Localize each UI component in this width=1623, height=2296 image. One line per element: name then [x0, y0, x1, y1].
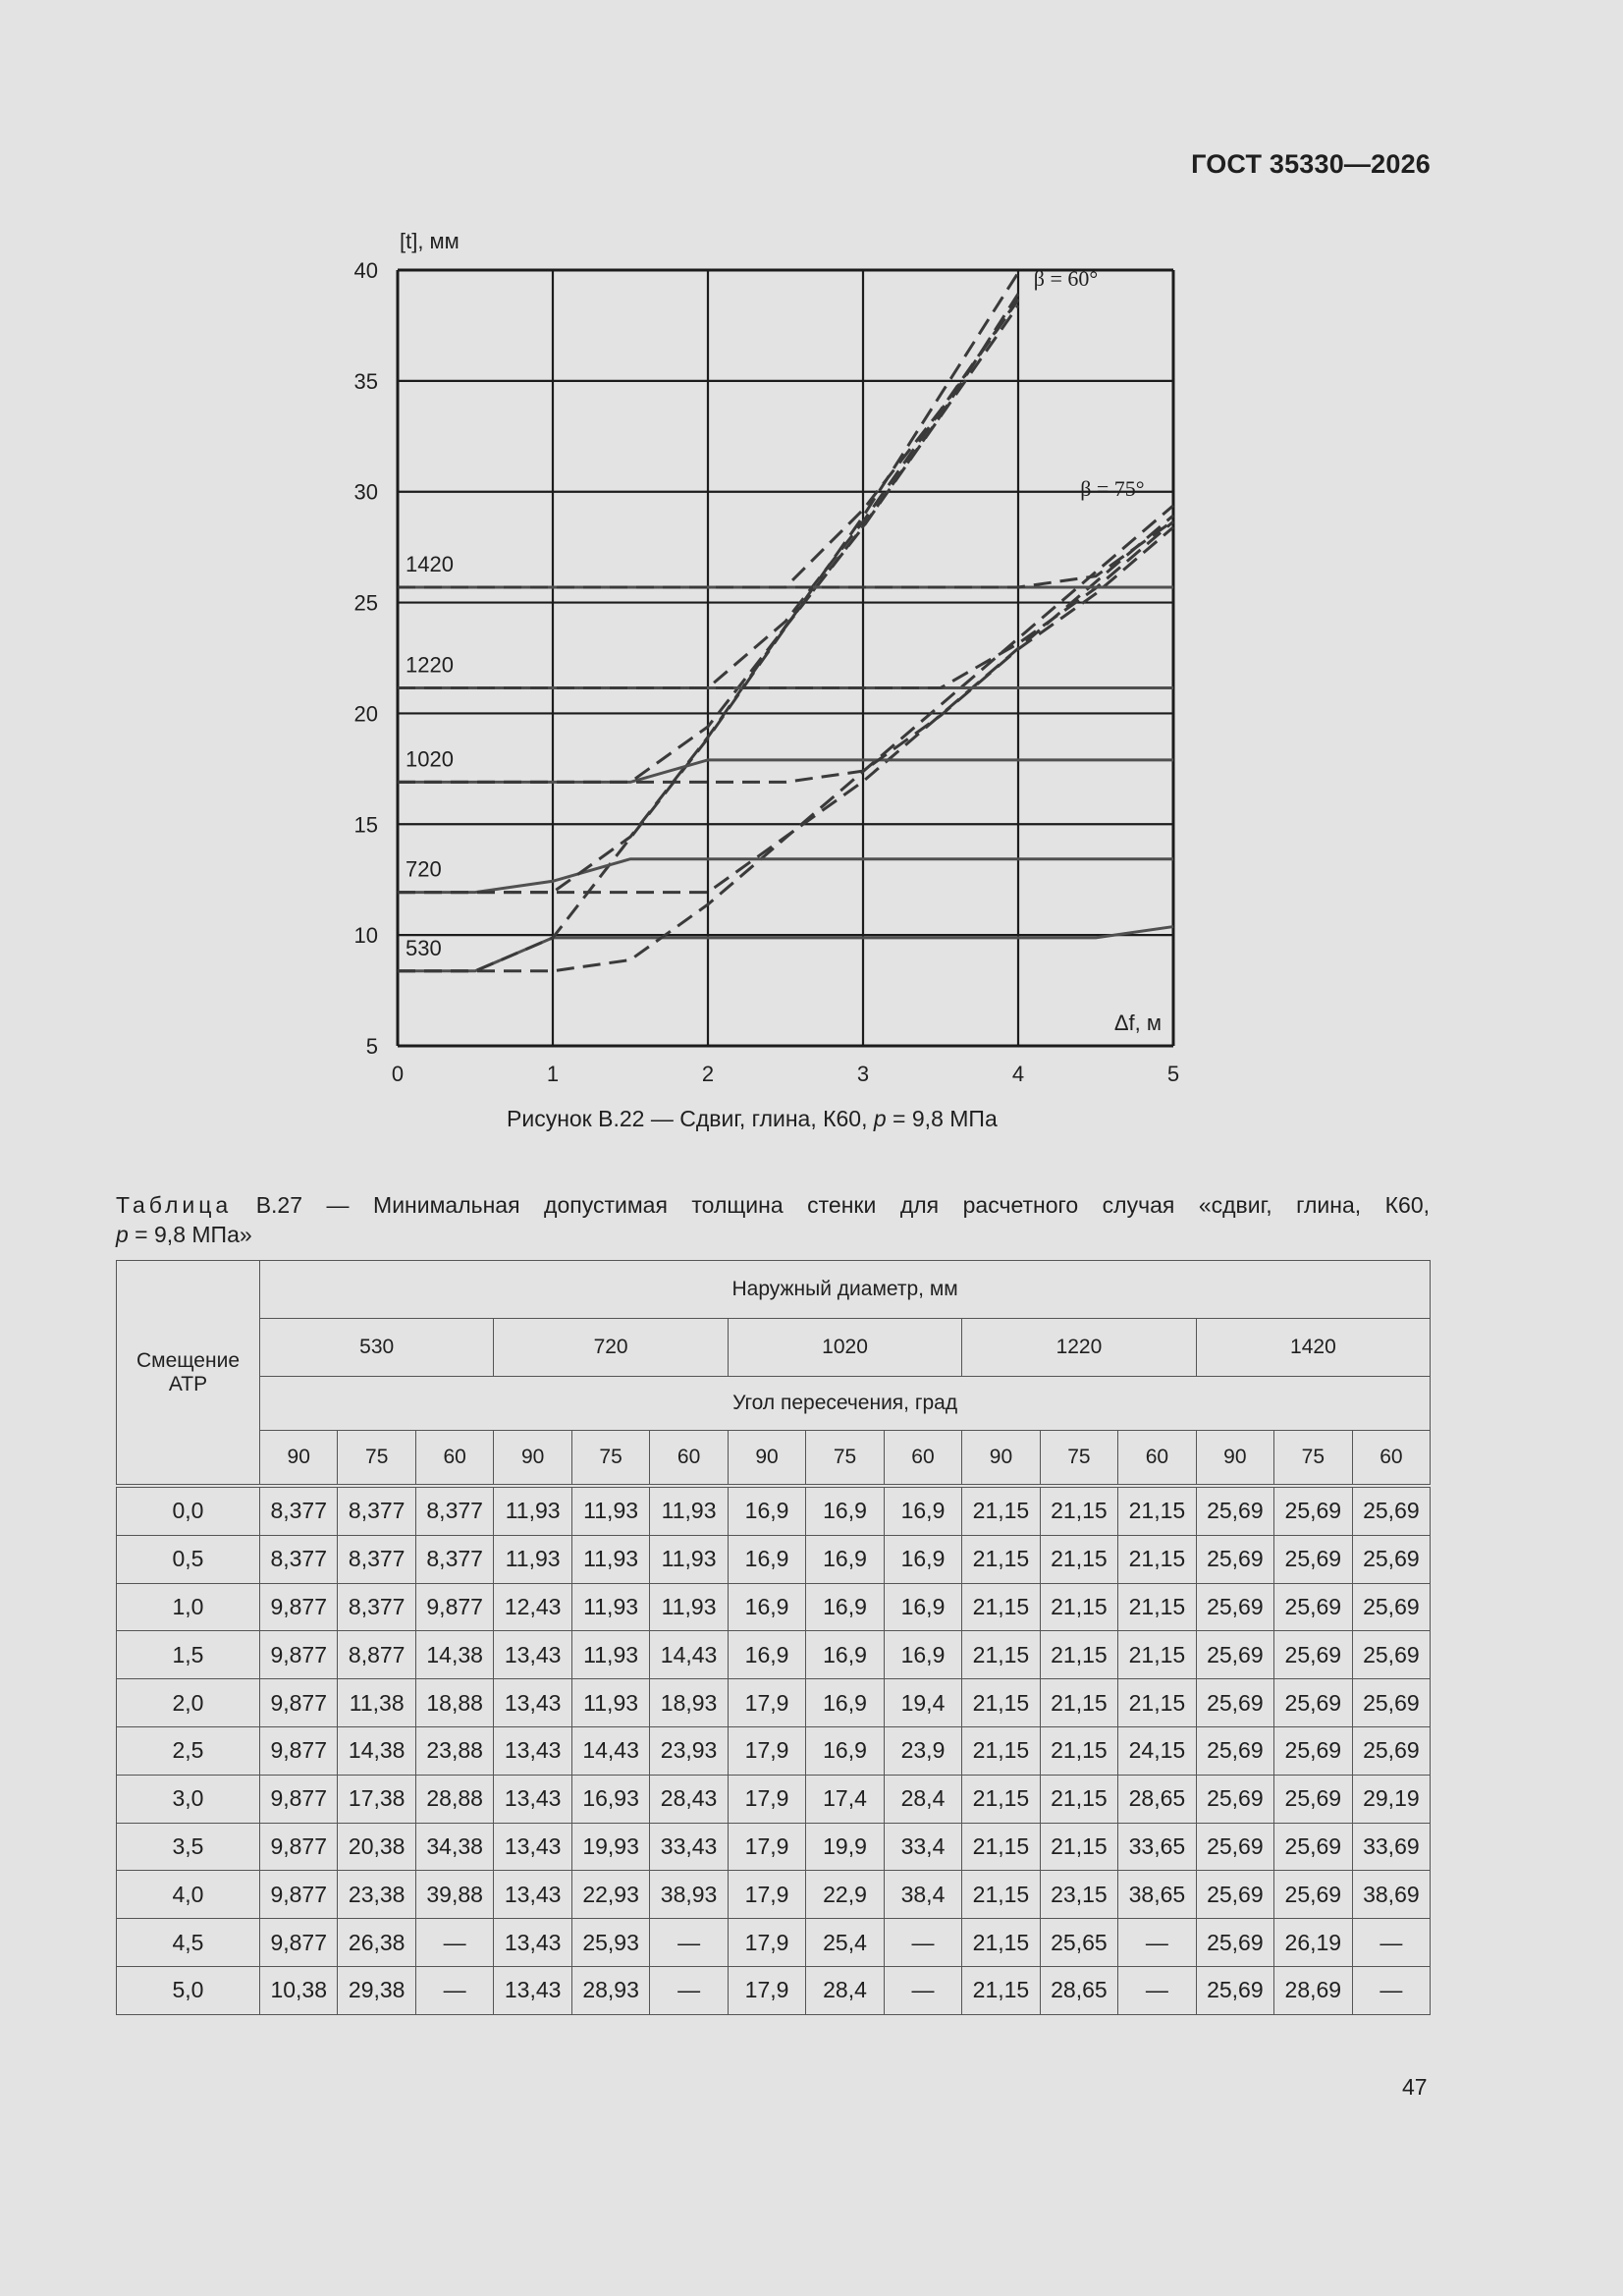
thickness-cell: — [884, 1966, 961, 2014]
thickness-cell: 11,93 [650, 1583, 728, 1631]
thickness-cell: 25,69 [1352, 1486, 1431, 1535]
series-line-dashed [398, 506, 1173, 971]
thickness-cell: 25,69 [1352, 1631, 1431, 1679]
thickness-cell: 25,69 [1196, 1486, 1273, 1535]
thickness-cell: 13,43 [494, 1631, 571, 1679]
thickness-cell: 25,69 [1196, 1535, 1273, 1583]
table-title-rest: В.27 — Минимальная допустимая толщина стенки для расчетного случая «сдвиг, глина, К60, [255, 1192, 1431, 1218]
x-axis-label: Δf, м [1113, 1011, 1162, 1035]
series-label-720: 720 [406, 856, 442, 882]
thickness-cell: — [1352, 1966, 1431, 2014]
thickness-cell: 29,19 [1352, 1775, 1431, 1823]
table-row [117, 1966, 1431, 2014]
thickness-cell: 28,65 [1118, 1775, 1196, 1823]
thickness-cell: 13,43 [494, 1966, 571, 2014]
thickness-cell: 16,9 [806, 1726, 884, 1775]
thickness-cell: 16,9 [806, 1679, 884, 1727]
offset-cell: 2,0 [117, 1679, 260, 1727]
angle-60: 60 [1352, 1431, 1431, 1487]
thickness-cell: 13,43 [494, 1871, 571, 1919]
thickness-cell: — [415, 1966, 493, 2014]
thickness-cell: 21,15 [962, 1631, 1040, 1679]
thickness-cell: 28,88 [415, 1775, 493, 1823]
offset-cell: 1,5 [117, 1631, 260, 1679]
thickness-cell: 23,15 [1040, 1871, 1117, 1919]
thickness-cell: 8,877 [338, 1631, 415, 1679]
figure-chart [324, 216, 1208, 1100]
x-tick-label: 5 [1166, 1062, 1180, 1086]
table-row [117, 1775, 1431, 1823]
thickness-cell: 9,877 [260, 1583, 338, 1631]
y-tick-label: 30 [353, 479, 378, 505]
thickness-cell: 25,69 [1196, 1871, 1273, 1919]
table-row [117, 1486, 1431, 1535]
diameter-1420: 1420 [1196, 1319, 1431, 1377]
thickness-cell: 21,15 [962, 1486, 1040, 1535]
angle-60: 60 [1118, 1431, 1196, 1487]
thickness-cell: 25,69 [1196, 1966, 1273, 2014]
series-label-1220: 1220 [406, 652, 454, 678]
offset-cell: 1,0 [117, 1583, 260, 1631]
angle-90: 90 [728, 1431, 805, 1487]
thickness-cell: 18,93 [650, 1679, 728, 1727]
thickness-cell: 25,69 [1196, 1631, 1273, 1679]
thickness-cell: 19,9 [806, 1823, 884, 1871]
thickness-cell: 17,9 [728, 1823, 805, 1871]
series-line-530 [398, 927, 1173, 971]
thickness-cell: 11,93 [571, 1583, 649, 1631]
thickness-cell: 18,88 [415, 1679, 493, 1727]
thickness-cell: 25,69 [1196, 1679, 1273, 1727]
thickness-cell: 33,43 [650, 1823, 728, 1871]
thickness-cell: 25,69 [1274, 1871, 1352, 1919]
y-tick-label: 10 [353, 923, 378, 949]
thickness-cell: 13,43 [494, 1775, 571, 1823]
thickness-cell: 11,38 [338, 1679, 415, 1727]
thickness-cell: 21,15 [1040, 1486, 1117, 1535]
thickness-cell: 13,43 [494, 1823, 571, 1871]
thickness-cell: 16,9 [884, 1486, 961, 1535]
angle-60: 60 [650, 1431, 728, 1487]
thickness-cell: 25,69 [1274, 1726, 1352, 1775]
angle-header: Угол пересечения, град [260, 1377, 1431, 1431]
thickness-cell: 8,377 [260, 1535, 338, 1583]
thickness-cell: 23,9 [884, 1726, 961, 1775]
thickness-cell: 21,15 [1040, 1535, 1117, 1583]
y-axis-label: [t], мм [400, 229, 460, 253]
offset-cell: 0,5 [117, 1535, 260, 1583]
thickness-cell: 8,377 [338, 1486, 415, 1535]
thickness-cell: 25,69 [1274, 1486, 1352, 1535]
table-row [117, 1919, 1431, 1967]
offset-cell: 4,0 [117, 1871, 260, 1919]
angle-75: 75 [806, 1431, 884, 1487]
thickness-cell: 25,69 [1274, 1823, 1352, 1871]
thickness-cell: 14,43 [571, 1726, 649, 1775]
figure-caption-var: p [873, 1106, 887, 1131]
thickness-cell: — [1118, 1919, 1196, 1967]
thickness-cell: 21,15 [1040, 1631, 1117, 1679]
thickness-cell: 13,43 [494, 1919, 571, 1967]
thickness-cell: 21,15 [1118, 1486, 1196, 1535]
thickness-cell: 25,65 [1040, 1919, 1117, 1967]
thickness-cell: 17,9 [728, 1966, 805, 2014]
thickness-cell: 16,9 [728, 1486, 805, 1535]
thickness-cell: 11,93 [650, 1486, 728, 1535]
thickness-cell: 16,9 [806, 1631, 884, 1679]
thickness-cell: 16,9 [728, 1583, 805, 1631]
thickness-cell: 21,15 [1040, 1775, 1117, 1823]
thickness-cell: 16,9 [728, 1631, 805, 1679]
thickness-cell: 25,69 [1196, 1823, 1273, 1871]
thickness-cell: 11,93 [494, 1486, 571, 1535]
thickness-cell: 17,9 [728, 1679, 805, 1727]
thickness-cell: 19,93 [571, 1823, 649, 1871]
thickness-cell: 19,4 [884, 1679, 961, 1727]
thickness-cell: 25,69 [1274, 1535, 1352, 1583]
series-label-1020: 1020 [406, 746, 454, 772]
angle-90: 90 [260, 1431, 338, 1487]
series-line-dashed [398, 516, 1173, 893]
y-tick-label: 20 [353, 701, 378, 727]
thickness-cell: — [1118, 1966, 1196, 2014]
document-code: ГОСТ 35330—2026 [1191, 149, 1431, 179]
thickness-cell: 8,377 [415, 1535, 493, 1583]
thickness-cell: 21,15 [1040, 1726, 1117, 1775]
thickness-cell: 21,15 [962, 1583, 1040, 1631]
thickness-cell: 11,93 [571, 1486, 649, 1535]
offset-column-header: Смещение АТР [117, 1261, 260, 1487]
angle-75: 75 [1040, 1431, 1117, 1487]
thickness-cell: 16,9 [884, 1535, 961, 1583]
figure-caption [0, 1106, 1623, 1132]
thickness-cell: 17,9 [728, 1871, 805, 1919]
diameter-1020: 1020 [728, 1319, 961, 1377]
thickness-cell: 33,4 [884, 1823, 961, 1871]
diameter-1220: 1220 [962, 1319, 1196, 1377]
thickness-cell: 28,4 [806, 1966, 884, 2014]
thickness-cell: 21,15 [962, 1919, 1040, 1967]
table-title-var: p [116, 1222, 129, 1247]
thickness-cell: 26,19 [1274, 1919, 1352, 1967]
offset-cell: 0,0 [117, 1486, 260, 1535]
thickness-cell: 21,15 [962, 1775, 1040, 1823]
diameter-720: 720 [494, 1319, 728, 1377]
thickness-cell: 38,65 [1118, 1871, 1196, 1919]
thickness-cell: 11,93 [571, 1631, 649, 1679]
y-tick-label: 15 [353, 812, 378, 838]
thickness-cell: 28,93 [571, 1966, 649, 2014]
thickness-cell: 13,43 [494, 1679, 571, 1727]
thickness-cell: 16,9 [806, 1535, 884, 1583]
thickness-cell: 28,65 [1040, 1966, 1117, 2014]
thickness-cell: 38,93 [650, 1871, 728, 1919]
table-title [116, 1190, 1430, 1220]
thickness-cell: 28,43 [650, 1775, 728, 1823]
offset-cell: 3,5 [117, 1823, 260, 1871]
thickness-cell: 38,69 [1352, 1871, 1431, 1919]
thickness-cell: 25,69 [1352, 1535, 1431, 1583]
thickness-cell: 21,15 [962, 1966, 1040, 2014]
thickness-cell: 28,4 [884, 1775, 961, 1823]
thickness-cell: 9,877 [415, 1583, 493, 1631]
series-line-dashed [398, 527, 1173, 783]
thickness-cell: 11,93 [650, 1535, 728, 1583]
thickness-cell: 9,877 [260, 1871, 338, 1919]
thickness-cell: 21,15 [1040, 1823, 1117, 1871]
thickness-cell: 8,377 [415, 1486, 493, 1535]
table-row [117, 1726, 1431, 1775]
table-row [117, 1535, 1431, 1583]
thickness-cell: 16,93 [571, 1775, 649, 1823]
thickness-cell: 34,38 [415, 1823, 493, 1871]
thickness-cell: 33,65 [1118, 1823, 1196, 1871]
thickness-cell: 21,15 [962, 1871, 1040, 1919]
table-title-lead: Таблица [116, 1192, 233, 1218]
angle-90: 90 [962, 1431, 1040, 1487]
thickness-cell: 11,93 [571, 1679, 649, 1727]
thickness-cell: 13,43 [494, 1726, 571, 1775]
thickness-cell: 38,4 [884, 1871, 961, 1919]
series-line-dashed [398, 520, 1173, 587]
thickness-cell: 26,38 [338, 1919, 415, 1967]
series-line-dashed [398, 521, 1173, 687]
thickness-cell: 25,4 [806, 1919, 884, 1967]
thickness-cell: 14,43 [650, 1631, 728, 1679]
thickness-cell: 17,9 [728, 1775, 805, 1823]
thickness-cell: — [1352, 1919, 1431, 1967]
thickness-cell: 17,9 [728, 1919, 805, 1967]
thickness-cell: 17,9 [728, 1726, 805, 1775]
thickness-cell: 9,877 [260, 1631, 338, 1679]
thickness-cell: 11,93 [571, 1535, 649, 1583]
thickness-cell: 12,43 [494, 1583, 571, 1631]
thickness-cell: 23,38 [338, 1871, 415, 1919]
thickness-cell: 21,15 [962, 1823, 1040, 1871]
thickness-cell: 25,69 [1274, 1583, 1352, 1631]
table-row [117, 1823, 1431, 1871]
thickness-cell: 23,88 [415, 1726, 493, 1775]
angle-75: 75 [338, 1431, 415, 1487]
thickness-cell: 8,377 [338, 1535, 415, 1583]
diameter-530: 530 [260, 1319, 494, 1377]
thickness-cell: 10,38 [260, 1966, 338, 2014]
x-tick-label: 1 [546, 1062, 560, 1086]
thickness-cell: 11,93 [494, 1535, 571, 1583]
thickness-cell: 8,377 [260, 1486, 338, 1535]
series-line-1020 [398, 760, 1173, 783]
thickness-cell: 9,877 [260, 1679, 338, 1727]
diameter-header: Наружный диаметр, мм [260, 1261, 1431, 1319]
table-row [117, 1631, 1431, 1679]
thickness-cell: 25,69 [1352, 1679, 1431, 1727]
figure-caption-prefix: Рисунок В.22 — Сдвиг, глина, К60, [507, 1106, 874, 1131]
figure-caption-suffix: = 9,8 МПа [886, 1106, 998, 1131]
table-row [117, 1583, 1431, 1631]
thickness-cell: 21,15 [962, 1679, 1040, 1727]
series-label-530: 530 [406, 935, 442, 960]
offset-cell: 3,0 [117, 1775, 260, 1823]
angle-annotation-75: β = 75° [1080, 476, 1145, 502]
thickness-cell: 21,15 [1118, 1583, 1196, 1631]
thickness-cell: 21,15 [1118, 1535, 1196, 1583]
thickness-cell: 9,877 [260, 1726, 338, 1775]
thickness-cell: 14,38 [338, 1726, 415, 1775]
thickness-cell: 16,9 [884, 1583, 961, 1631]
thickness-cell: 21,15 [1118, 1679, 1196, 1727]
thickness-cell: 21,15 [1040, 1583, 1117, 1631]
x-tick-label: 2 [701, 1062, 715, 1086]
thickness-cell: 25,69 [1352, 1583, 1431, 1631]
thickness-cell: 25,69 [1196, 1775, 1273, 1823]
x-tick-label: 3 [856, 1062, 870, 1086]
thickness-cell: 23,93 [650, 1726, 728, 1775]
thickness-cell: — [650, 1919, 728, 1967]
table-row [117, 1679, 1431, 1727]
thickness-cell: 22,9 [806, 1871, 884, 1919]
thickness-cell: — [650, 1966, 728, 2014]
y-tick-label: 40 [353, 258, 378, 283]
thickness-cell: — [884, 1919, 961, 1967]
thickness-cell: 16,9 [884, 1631, 961, 1679]
table-title-line2 [116, 1220, 252, 1249]
thickness-cell: 21,15 [1118, 1631, 1196, 1679]
table-title-end: = 9,8 МПа» [128, 1222, 252, 1247]
thickness-cell: 16,9 [806, 1486, 884, 1535]
thickness-cell: 21,15 [962, 1726, 1040, 1775]
y-tick-label: 35 [353, 368, 378, 394]
table-row [117, 1871, 1431, 1919]
thickness-cell: 24,15 [1118, 1726, 1196, 1775]
thickness-cell: 25,69 [1196, 1726, 1273, 1775]
y-tick-label: 5 [365, 1034, 378, 1059]
angle-annotation-60: β = 60° [1033, 265, 1099, 291]
angle-90: 90 [1196, 1431, 1273, 1487]
thickness-cell: 16,9 [806, 1583, 884, 1631]
thickness-cell: 21,15 [1040, 1679, 1117, 1727]
thickness-cell: 14,38 [415, 1631, 493, 1679]
offset-cell: 5,0 [117, 1966, 260, 2014]
thickness-cell: 25,69 [1274, 1631, 1352, 1679]
thickness-cell: 22,93 [571, 1871, 649, 1919]
offset-cell: 2,5 [117, 1726, 260, 1775]
thickness-cell: 9,877 [260, 1919, 338, 1967]
thickness-cell: 20,38 [338, 1823, 415, 1871]
thickness-cell: 8,377 [338, 1583, 415, 1631]
thickness-cell: 21,15 [962, 1535, 1040, 1583]
angle-60: 60 [884, 1431, 961, 1487]
thickness-cell: 9,877 [260, 1823, 338, 1871]
page-number: 47 [1402, 2074, 1428, 2100]
thickness-cell: 25,69 [1274, 1775, 1352, 1823]
thickness-cell: 9,877 [260, 1775, 338, 1823]
x-tick-label: 0 [391, 1062, 405, 1086]
thickness-cell: 17,38 [338, 1775, 415, 1823]
angle-60: 60 [415, 1431, 493, 1487]
thickness-cell: 25,93 [571, 1919, 649, 1967]
thickness-cell: 33,69 [1352, 1823, 1431, 1871]
thickness-cell: 39,88 [415, 1871, 493, 1919]
thickness-cell: 25,69 [1196, 1583, 1273, 1631]
x-tick-label: 4 [1011, 1062, 1025, 1086]
thickness-cell: — [415, 1919, 493, 1967]
thickness-cell: 25,69 [1196, 1919, 1273, 1967]
angle-75: 75 [1274, 1431, 1352, 1487]
thickness-cell: 25,69 [1274, 1679, 1352, 1727]
thickness-cell: 16,9 [728, 1535, 805, 1583]
series-line-720 [398, 856, 1173, 893]
thickness-cell: 25,69 [1352, 1726, 1431, 1775]
thickness-cell: 17,4 [806, 1775, 884, 1823]
thickness-cell: 28,69 [1274, 1966, 1352, 2014]
thickness-table [116, 1260, 1431, 2015]
offset-cell: 4,5 [117, 1919, 260, 1967]
angle-90: 90 [494, 1431, 571, 1487]
series-label-1420: 1420 [406, 551, 454, 576]
angle-75: 75 [571, 1431, 649, 1487]
thickness-cell: 29,38 [338, 1966, 415, 2014]
y-tick-label: 25 [353, 590, 378, 616]
